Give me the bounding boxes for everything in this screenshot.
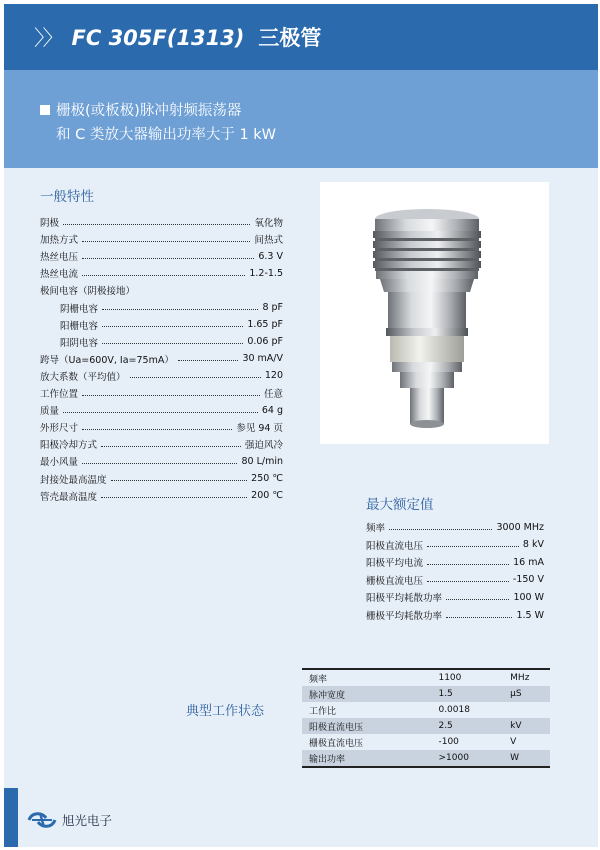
- leader-dots: [130, 377, 261, 378]
- unit-cell: W: [510, 753, 520, 763]
- rating-row: [366, 538, 544, 552]
- chevron-icon: 〉〉: [34, 26, 62, 50]
- company-name: 旭光电子: [62, 813, 113, 828]
- spec-value: 80 L/min: [241, 455, 283, 467]
- spec-row: [60, 318, 283, 332]
- leader-dots: [63, 412, 258, 413]
- spec-row: [40, 403, 283, 417]
- spec-row: [40, 472, 283, 486]
- spec-row: [40, 489, 283, 503]
- spec-value: 250 ℃: [251, 473, 283, 484]
- unit-cell: MHz: [510, 673, 530, 683]
- leader-dots: [427, 564, 509, 565]
- leader-dots: [102, 309, 258, 310]
- spec-row: [40, 454, 283, 468]
- spec-row: [40, 420, 283, 434]
- param-cell: 脉冲宽度: [309, 690, 346, 701]
- spec-row: [40, 249, 283, 263]
- spec-row: [40, 215, 283, 229]
- spec-label: 最小风量: [40, 457, 79, 469]
- leader-dots: [101, 446, 241, 447]
- rating-label: 栅极直流电压: [366, 575, 424, 587]
- spec-value: 参见 94 页: [236, 423, 283, 435]
- leader-dots: [82, 258, 254, 259]
- spec-label: 阳极冷却方式: [40, 440, 98, 452]
- table-row: [302, 702, 550, 718]
- param-cell: 阳极直流电压: [309, 722, 364, 733]
- spec-label: 阴极: [40, 218, 60, 229]
- square-bullet-icon: [40, 105, 50, 115]
- spec-value: 强迫风冷: [244, 440, 283, 452]
- leader-dots: [427, 581, 509, 582]
- spec-value: 8 pF: [262, 302, 283, 313]
- spec-value: 1.65 pF: [247, 319, 283, 331]
- rating-value: -150 V: [512, 574, 544, 586]
- spec-value: 0.06 pF: [247, 336, 283, 348]
- spec-label: 管壳最高温度: [40, 491, 98, 503]
- leader-dots: [82, 275, 245, 276]
- param-cell: 频率: [309, 674, 328, 685]
- rating-label: 阳极平均电流: [366, 558, 424, 570]
- leader-dots: [427, 546, 519, 547]
- spec-label: 热丝电压: [40, 252, 79, 264]
- table-row: [302, 718, 550, 734]
- unit-cell: μS: [510, 689, 522, 699]
- rating-row: [366, 590, 544, 604]
- param-cell: 输出功率: [309, 754, 346, 765]
- rating-row: [366, 555, 544, 569]
- param-cell: 栅极直流电压: [309, 738, 364, 749]
- spec-label: 质量: [40, 406, 60, 418]
- title-header: [4, 4, 598, 70]
- rating-row: [366, 608, 544, 622]
- leader-dots: [82, 463, 237, 464]
- company-logo-icon: [26, 810, 58, 830]
- spec-value: 6.3 V: [258, 250, 283, 262]
- page-title: [34, 22, 321, 52]
- rating-row: [366, 573, 544, 587]
- spec-label: 外形尺寸: [40, 423, 79, 435]
- maximum-ratings-title: 最大额定值: [366, 497, 434, 513]
- rating-label: 阳极平均耗散功率: [366, 593, 443, 605]
- footer-accent-bar: [4, 788, 18, 847]
- leader-dots: [446, 617, 512, 618]
- table-row: [302, 750, 550, 766]
- leader-dots: [82, 395, 260, 396]
- spec-label: 加热方式: [40, 235, 79, 247]
- spec-row: [40, 386, 283, 400]
- tube-type: 三极管: [258, 26, 322, 50]
- leader-dots: [102, 326, 243, 327]
- leader-dots: [389, 529, 492, 530]
- value-cell: 2.5: [438, 721, 453, 731]
- unit-cell: kV: [510, 721, 522, 731]
- value-cell: >1000: [438, 753, 469, 763]
- datasheet-page: [4, 4, 598, 847]
- spec-label: 阳栅电容: [60, 320, 99, 332]
- triode-tube-image: [320, 182, 549, 444]
- rating-value: 1.5 W: [516, 609, 544, 621]
- rating-row: [366, 520, 544, 534]
- leader-dots: [82, 429, 232, 430]
- table-row: [302, 686, 550, 702]
- value-cell: 1100: [438, 673, 462, 683]
- spec-value: 30 mA/V: [242, 353, 283, 365]
- rating-value: 16 mA: [513, 556, 544, 568]
- rating-label: 栅极平均耗散功率: [366, 611, 443, 622]
- value-cell: -100: [438, 737, 459, 747]
- spec-row: [40, 283, 283, 297]
- typical-operation-title: 典型工作状态: [186, 704, 265, 719]
- rating-value: 8 kV: [522, 539, 544, 551]
- spec-label: 跨导（Ua=600V, Ia=75mA）: [40, 354, 174, 366]
- rating-value: 100 W: [513, 591, 544, 603]
- leader-dots: [178, 360, 239, 361]
- rating-value: 3000 MHz: [496, 521, 544, 533]
- spec-row: [40, 266, 283, 280]
- unit-cell: V: [510, 737, 517, 747]
- tube-photo: [320, 182, 549, 444]
- rating-label: 频率: [366, 523, 386, 534]
- spec-value: 1.2-1.5: [249, 267, 283, 279]
- model-number: FC 305F(1313): [71, 26, 245, 50]
- rating-label: 阳极直流电压: [366, 540, 424, 552]
- table-row: [302, 734, 550, 750]
- spec-value: 64 g: [261, 404, 283, 416]
- param-cell: 工作比: [309, 706, 337, 717]
- leader-dots: [102, 343, 243, 344]
- spec-row: [40, 232, 283, 246]
- spec-value: 200 ℃: [251, 490, 283, 502]
- spec-row: [40, 352, 283, 366]
- typical-operation-table: [302, 668, 550, 768]
- summary-line-1: 栅极(或板极)脉冲射频振荡器: [40, 99, 241, 120]
- value-cell: 0.0018: [438, 705, 470, 715]
- spec-row: [60, 335, 283, 349]
- spec-value: 120: [264, 370, 283, 382]
- value-cell: 1.5: [438, 689, 453, 699]
- spec-label: 封接处最高温度: [40, 474, 107, 486]
- spec-label: 放大系数（平均值）: [40, 371, 126, 383]
- spec-value: 任意: [263, 389, 283, 400]
- spec-value: 氧化物: [254, 218, 283, 229]
- leader-dots: [63, 224, 250, 225]
- spec-value: 间热式: [254, 235, 283, 247]
- spec-row: [40, 369, 283, 383]
- leader-dots: [446, 599, 509, 600]
- summary-band: [4, 70, 598, 168]
- spec-label: 极间电容（阴极接地）: [40, 286, 136, 298]
- spec-row: [60, 301, 283, 315]
- spec-label: 阳阴电容: [60, 337, 99, 349]
- table-row: [302, 670, 550, 686]
- leader-dots: [101, 497, 247, 498]
- spec-label: 工作位置: [40, 389, 79, 400]
- leader-dots: [82, 241, 250, 242]
- spec-label: 热丝电流: [40, 269, 79, 281]
- spec-label: 阴栅电容: [60, 303, 99, 315]
- summary-line-2: 和 C 类放大器输出功率大于 1 kW: [56, 127, 277, 143]
- leader-dots: [111, 480, 248, 481]
- general-characteristics-title: 一般特性: [40, 189, 94, 205]
- spec-row: [40, 437, 283, 451]
